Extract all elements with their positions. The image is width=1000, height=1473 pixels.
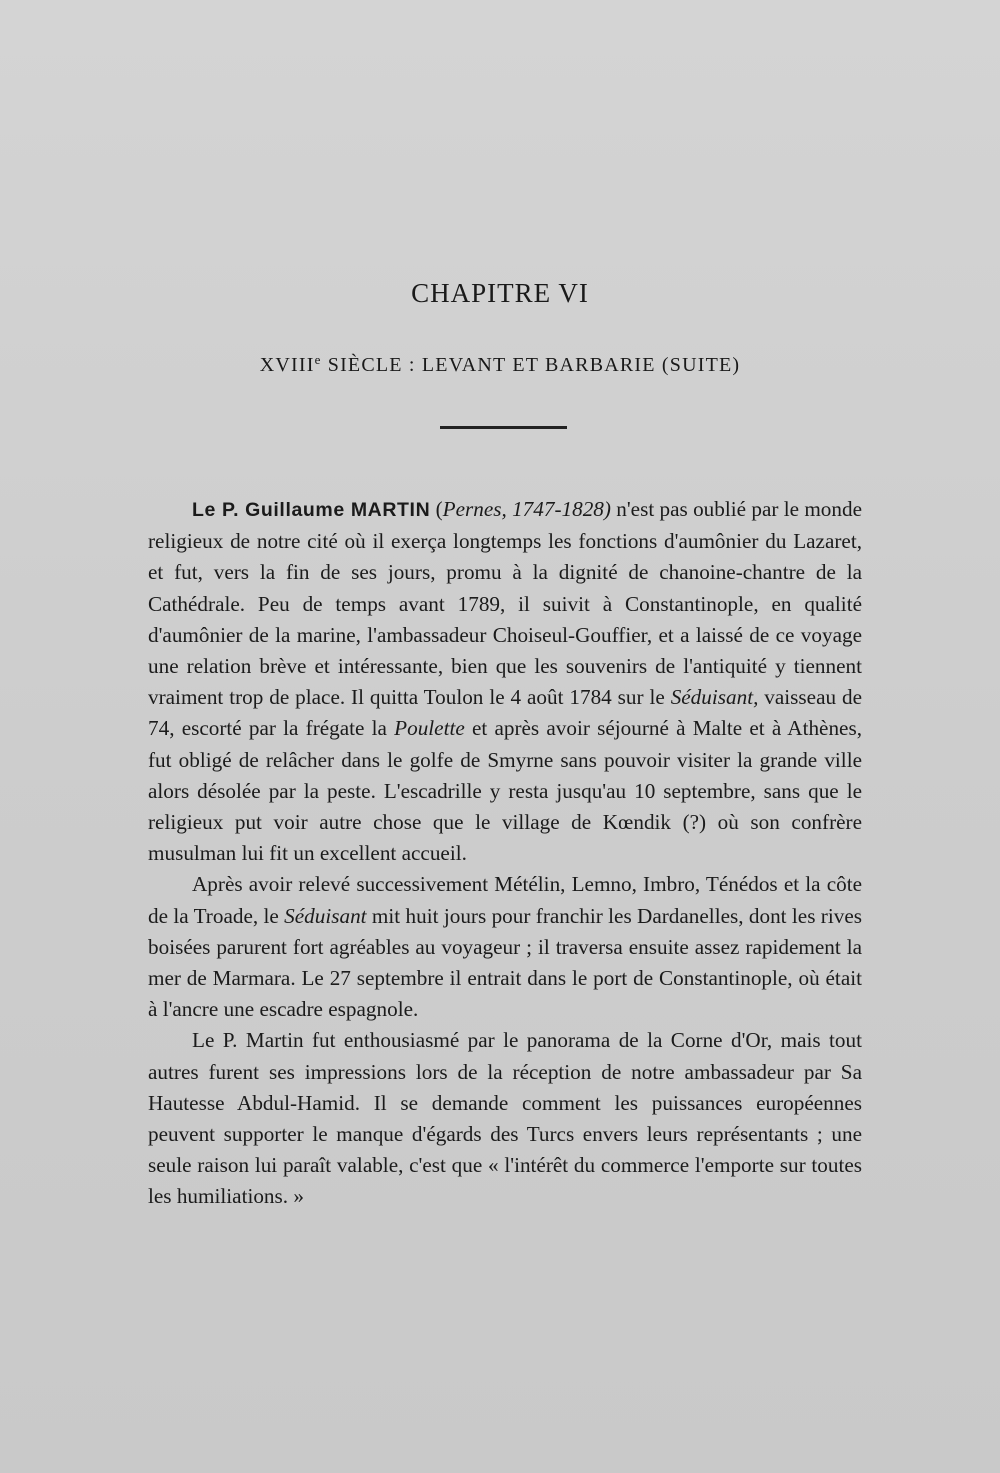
paragraph-1	[148, 494, 862, 869]
subtitle-century: XVIII	[259, 354, 315, 376]
text-run: mit huit jours pour franchir les Dardanelles, dont les rives boisées parurent fort agréables au voyageur ; il traversa ensuite assez rapidement la mer de Marmara. Le 27 septembre il entrait dans le port de Constantinople, où était à l'ancre une escadre espagnole.	[148, 903, 862, 1022]
text-run: et après avoir séjourné à Malte et à Athènes, fut obligé de relâcher dans le golfe de Smyrne sans pouvoir visiter la grande ville alors désolée par la peste. L'escadrille y resta jusqu'au 10 septembre, sans que le religieux put voir autre chose que le village de Kœndik (?) où son confrère musulman lui fit un excellent accueil.	[148, 716, 862, 866]
lead-name: Le P. Guillaume MARTIN	[192, 499, 431, 521]
subtitle-superscript: e	[314, 352, 322, 367]
italic-run: Séduisant	[284, 903, 367, 928]
text-run: Le P. Martin fut enthousiasmé par le panorama de la Corne d'Or, mais tout autres furent ses impressions lors de la réception de notre ambassadeur par Sa Hautesse Abdul-Hamid. Il se demande comment les puissances européennes peuvent supporter le manque d'égards des Turcs envers leurs représentants ; une seule raison lui paraît valable, c'est que « l'intérêt du commerce l'emporte sur toutes les humiliations. »	[148, 1028, 862, 1209]
subtitle-text: SIÈCLE : LEVANT ET BARBARIE (SUITE)	[321, 354, 741, 376]
paragraph-2	[148, 869, 862, 1025]
text-run: Après avoir relevé successivement Métélin, Lemno, Imbro, Ténédos et la côte de la Troade, le	[148, 872, 862, 928]
body-text	[148, 494, 862, 1213]
chapter-title: CHAPITRE VI	[411, 278, 589, 308]
text-run: vaisseau de 74, escorté par la frégate la	[148, 685, 862, 741]
text-run: n'est pas oublié par le monde religieux de notre cité où il exerça longtemps les fonctions d'aumônier du Lazaret, et fut, vers la fin de ses jours, promu à la dignité de chanoine-chantre de la Cathédrale. Peu de temps avant 1789, il suivit à Constantinople, en qualité d'aumônier de la marine, l'ambassadeur Choiseul-Gouffier, et a laissé de ce voyage une relation brève et intéressante, bien que les souvenirs de l'antiquité y tiennent vraiment trop de place. Il quitta Toulon le 4 août 1784 sur le	[148, 497, 862, 710]
italic-run: Pernes, 1747-1828)	[442, 497, 611, 521]
decorative-rule	[440, 426, 567, 429]
chapter-subtitle	[0, 352, 1000, 377]
italic-run: Séduisant,	[670, 685, 759, 710]
italic-run: Poulette	[394, 716, 465, 741]
text-run: (	[430, 497, 443, 521]
paragraph-3	[148, 1025, 862, 1212]
